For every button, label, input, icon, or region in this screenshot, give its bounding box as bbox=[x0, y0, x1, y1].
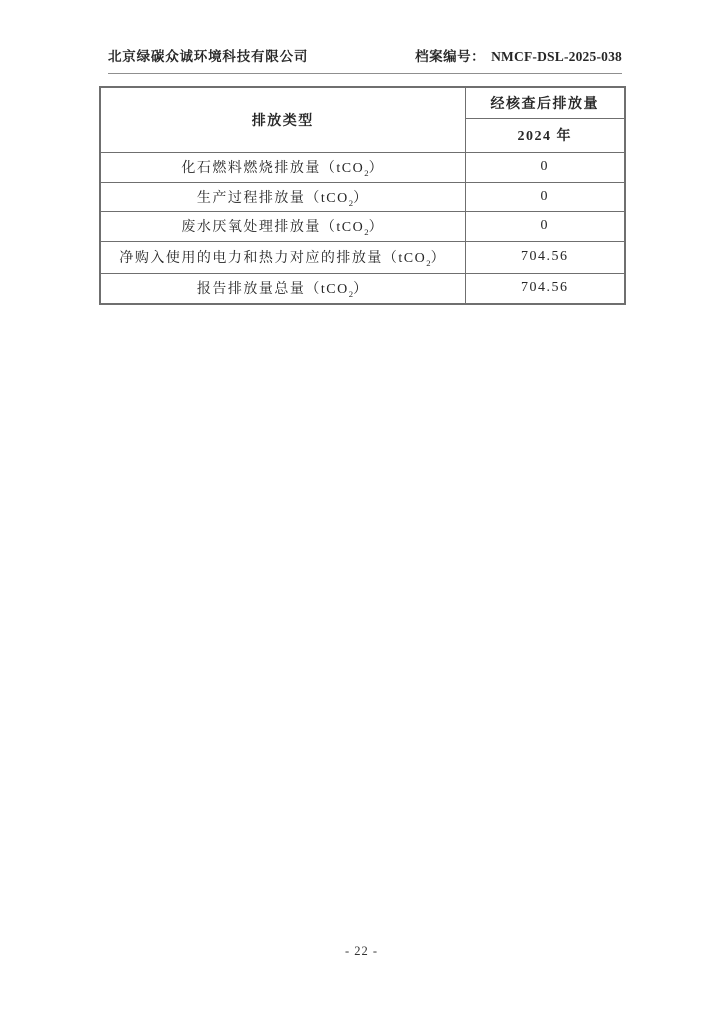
row-value-process: 0 bbox=[465, 182, 625, 211]
row-label-suffix: ） bbox=[368, 220, 385, 235]
row-label-text: 生产过程排放量（tCO bbox=[196, 190, 349, 206]
row-value-total: 704.56 bbox=[465, 273, 625, 304]
subscript: 2 bbox=[348, 197, 354, 208]
document-header bbox=[108, 45, 622, 74]
row-label-suffix: ） bbox=[353, 190, 369, 206]
subscript: 2 bbox=[348, 289, 354, 300]
table-row bbox=[100, 211, 625, 241]
table-row bbox=[100, 241, 625, 273]
table-row bbox=[100, 182, 625, 211]
row-label-wastewater bbox=[100, 211, 465, 241]
row-value-fossil-fuel: 0 bbox=[465, 152, 625, 182]
header-cell-verified-emissions: 经核查后排放量 bbox=[465, 87, 625, 118]
table-header-row bbox=[100, 87, 625, 118]
row-label-suffix: ） bbox=[430, 251, 447, 266]
company-name: 北京绿碳众诚环境科技有限公司 bbox=[108, 49, 309, 64]
archive-number-value: NMCF-DSL-2025-038 bbox=[491, 49, 622, 64]
page-number: - 22 - bbox=[344, 944, 379, 958]
archive-number-label: 档案编号： bbox=[415, 49, 486, 64]
row-label-fossil-fuel bbox=[100, 152, 465, 182]
row-label-text: 化石燃料燃烧排放量（tCO bbox=[181, 161, 365, 176]
row-label-text: 废水厌氧处理排放量（tCO bbox=[181, 220, 365, 235]
row-label-suffix: ） bbox=[353, 282, 369, 298]
table-row bbox=[100, 273, 625, 304]
row-label-electricity-heat bbox=[100, 241, 465, 273]
subscript: 2 bbox=[364, 226, 369, 237]
subscript: 2 bbox=[364, 167, 369, 178]
emissions-table bbox=[99, 86, 626, 305]
row-label-text: 净购入使用的电力和热力对应的排放量（tCO bbox=[119, 251, 427, 266]
row-value-wastewater: 0 bbox=[465, 211, 625, 241]
table-row bbox=[100, 152, 625, 182]
archive-info bbox=[415, 45, 622, 65]
header-cell-year: 2024 年 bbox=[465, 118, 625, 152]
row-label-text: 报告排放量总量（tCO bbox=[196, 282, 349, 298]
subscript: 2 bbox=[426, 257, 431, 268]
row-label-total bbox=[100, 273, 465, 304]
row-label-suffix: ） bbox=[368, 161, 385, 176]
row-value-electricity-heat: 704.56 bbox=[465, 241, 625, 273]
row-label-process bbox=[100, 182, 465, 211]
header-cell-emission-type: 排放类型 bbox=[100, 87, 465, 152]
